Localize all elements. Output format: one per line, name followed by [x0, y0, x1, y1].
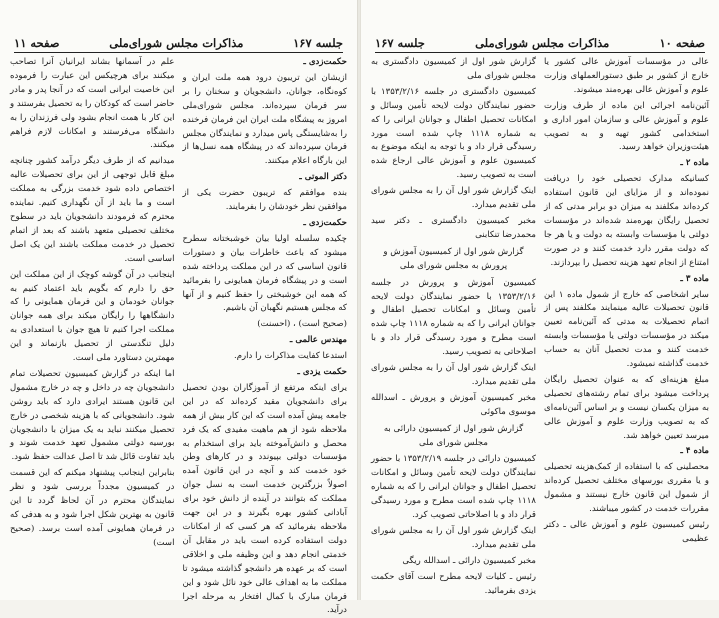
speaker-name: ماده ۴ ـ [680, 446, 709, 457]
speaker-name: حکمت یزدی ـ [297, 367, 347, 378]
column-left [371, 56, 536, 594]
page-number: صفحه ۱۰ [659, 36, 705, 50]
paragraph: استدعا کفایت مذاکرات را دارم. [233, 351, 347, 362]
paragraph: اما اینکه در گزارش کمیسیون تحصیلات تمام دانشجویان چه در داخل و چه در خارج مشمول این قانون هستند ایرادی دارد که باید روشن شود. دانشجویانی که با هزینه شخصی در خارج تحصیل میکنند نباید به یک میزان با دانشجویان بورسیه دولتی مشمول تعهد خدمت شوند و باید تفاوت قائل شد تا اصل عدالت حفظ شود. [10, 368, 175, 463]
paragraph: گزارش شور اول از کمیسیون دادگستری به مجلس شورای ملی [371, 57, 536, 81]
paragraph: کمیسیون دادگستری در جلسه ۱۳۵۳/۲/۱۶ با حضور نمایندگان دولت لایحه تأمین وسائل و امکانات تحصیل اطفال و جوانان ایرانی را که به شماره ۱۱۱۸ چاپ شده است مورد رسیدگی قرار داد و با توجه به اینکه موضوع به کمیسیون علوم و آموزش عالی ارجاع شده است به تصویب رسید. [371, 86, 536, 181]
left-page [0, 0, 358, 616]
text-columns [371, 56, 709, 594]
paragraph: ازیشان این تریبون درود همه ملت ایران و کوه‌نگاه، جوانان، دانشجویان و سخنان را بر سر فرمان سپرده‌اند. مجلس شورای‌ملی امروز به پیشگاه ملت ایران این فرمان فرخنده را به‌شایستگی پاس میدارد و نمایندگان مجلس فرمان سپرده‌اند که در پیشگاه همه نسل‌ها از این بارگاه اعلام میکنند. [182, 72, 347, 167]
paragraph: کمیسیون آموزش و پرورش در جلسه ۱۳۵۳/۲/۱۶ با حضور نمایندگان دولت لایحه تأمین وسائل و امکانات تحصیل اطفال و جوانان ایرانی را که به شماره ۱۱۱۸ چاپ شده است مطرح و مورد رسیدگی قرار داد و با اصلاحاتی به تصویب رسید. [371, 277, 536, 358]
header-title: مذاکرات مجلس شورای‌ملی [109, 36, 244, 50]
column-right [544, 56, 709, 594]
page-header [375, 30, 705, 53]
paragraph: میدانیم که از طرف دیگر درآمد کشور چنانچه مبلغ قابل توجهی از این برای تحصیلات عالیه اختصاص داده شود خدمت بزرگی به مملکت است و ما باید از آن نگهداری کنیم. نماینده محترم که فرمودند دانشجویان باید در سطوح مختلف تحصیلی متعهد باشند که بعد از اتمام تحصیل در خدمت مملکت باشند این یک اصل اساسی است. [10, 156, 175, 264]
paragraph: کمیسیون دارائی در جلسه ۱۳۵۳/۲/۱۹ با حضور نمایندگان دولت لایحه تأمین وسائل و امکانات تحصیل اطفال و جوانان ایرانی را که به شماره ۱۱۱۸ چاپ شده است مطرح و مورد رسیدگی قرار داد و با اصلاحاتی تصویب کرد. [371, 454, 536, 521]
paragraph: اینک گزارش شور اول آن را به مجلس شورای ملی تقدیم میدارد. [371, 363, 536, 387]
session-number: جلسه ۱۶۷ [293, 36, 343, 50]
paragraph: کسانیکه مدارک تحصیلی خود را دریافت نموده‌اند و از مزایای این قانون استفاده کرده‌اند مکلفند به میزان دو برابر مدتی که از تحصیل رایگان بهره‌مند شده‌اند در مؤسسات دولتی یا مؤسسات وابسته به دولت و یا هر جا که دولت مقرر دارد خدمت کنند و در صورت امتناع از انجام تعهد هزینه تحصیل را بپردازند. [544, 174, 709, 268]
paragraph: اینک گزارش شور اول آن را به مجلس شورای ملی تقدیم میدارد. [371, 526, 536, 550]
paragraph: مخبر کمیسیون دادگستری ـ دکتر سید محمدرضا تنکابنی [371, 215, 536, 240]
page-header [14, 30, 343, 53]
paragraph: بنده موافقم که تریبون حضرت یکی از موافقین نظر خودشان را بفرمایند. [182, 188, 347, 213]
column-left [10, 56, 175, 594]
paragraph: یرای اینکه مرتفع از آموزگاران بودن تحصیل برای دانشجویان مقید کرده‌اند که در این جامعه پیش آمده است که این کار بیش از همه ملاحظه شود از هم ماهیت مفیدی که یک فرد محصل و دانش‌آموخته باید برای استخدام به مؤسسات دولتی بپیوندد و در کارهای وطن خود خدمت کند و آنچه در این قانون آمده اصولاً بزرگترین خدمت است به نسل جوان مملکت که بتوانند در آینده از دانش خود برای آبادانی کشور بهره بگیرند و در این جهت ملاحظه بفرمائید که هر کسی که از امکانات دولت استفاده کرده است باید در مقابل آن خدمتی انجام دهد و این وظیفه ملی و اخلاقی است که بر عهده هر دانشجو گذاشته میشود تا مملکت ما به اهداف عالی خود نائل شود و این فرمان مبارک با کمال افتخار به مرحله اجرا درآید. [182, 382, 347, 616]
speaker-name: حکمت‌زدی ـ [303, 217, 347, 228]
speaker-name: ماده ۲ ـ [680, 158, 709, 169]
paragraph: اینجانب در آن گوشه کوچک از این مملکت این حق را دارم که بگویم باید اعتماد کنیم به جوانان خودمان و این فرمان همایونی را که دانشگاهها را رایگان میکند برای همه جوانان مملکت اجرا کنیم تا هیچ جوان با استعدادی به دلیل تنگدستی از تحصیل بازنماند و این مهمترین دستاورد ملی است. [10, 269, 175, 364]
paragraph: مخبر کمیسیون دارائی ـ اسدالله ریگی [402, 555, 536, 566]
speaker-name: ماده ۳ ـ [680, 273, 709, 284]
paragraph: چکیده سلسله اولیا بیان خوشبختانه سطرح میشود که باعث خاطرات بیان و دستورات قانون اساسی که در این مملکت پرداخته شده است و در پیشگاه فرمان همایونی را بفرمائید که همه این خوشبختی را حفظ کنیم و از آنها که مجلس هستیم نگهبان آن باشیم. [182, 233, 347, 314]
paragraph: آئین‌نامه اجرائی این ماده از طرف وزارت علوم و آموزش عالی و سازمان امور اداری و استخدامی کشور تهیه و به تصویب هیئت‌وزیران خواهد رسید. [544, 100, 709, 153]
paragraph: مبلغ هزینه‌ای که به عنوان تحصیل رایگان پرداخت میشود برای تمام رشته‌های تحصیلی به میزان یکسان نیست و بر اساس آئین‌نامه‌ای که به تصویب وزارت علوم و آموزش عالی میرسد تعیین خواهد شد. [544, 374, 709, 441]
paragraph: مخبر کمیسیون آموزش و پرورش ـ اسدالله موسوی ماکوئی [371, 392, 536, 417]
paragraph: اینک گزارش شور اول آن را به مجلس شورای ملی تقدیم میدارد. [371, 186, 536, 211]
paragraph: سایر اشخاصی که خارج از شمول ماده ۱ این قانون تحصیلات عالیه مینمایند مکلفند پس از اتمام تحصیلات به مدتی که آئین‌نامه تعیین میکند در مؤسسات دولتی یا مؤسسات وابسته خدمت کنند و مدت تحصیل آنان به حساب خدمت گذاشته نمیشود. [544, 289, 709, 370]
column-right [182, 56, 348, 616]
page-number: صفحه ۱۱ [14, 36, 60, 50]
paragraph: رئیس کمیسیون علوم و آموزش عالی ـ دکتر عظیمی [544, 520, 709, 544]
paragraph: (صحیح است) ، (احسنت) [257, 319, 347, 330]
paragraph: علم در آسمانها بشاند ایرانیان آنرا تصاحب میکنند برای هرچیکس این عبارت را فرموده این خاصیت ایرانی است که در آنجا پدر و مادر حاضر است که کودکان را به تحصیل بفرستند و این کار با همت انجام بشود ولی فرزندان را به دانشگاه می‌فرستند و امکانات لازم فراهم میکنند. [10, 57, 175, 151]
paragraph: رئیس ـ کلیات لایحه مطرح است آقای حکمت یزدی بفرمائید. [371, 571, 536, 596]
speaker-name: مهندس عالمی ـ [289, 335, 347, 346]
paragraph: محصلینی که با استفاده از کمک‌هزینه تحصیلی و یا مقرری بورسهای مختلف تحصیل کرده‌اند از شمول این قانون خارج نیستند و مشمول مقررات خدمت در کشور میباشند. [544, 462, 709, 515]
right-page [360, 0, 719, 600]
speaker-name: دکتر الموتی ـ [299, 172, 347, 183]
paragraph: عالی در مؤسسات آموزش عالی کشور یا خارج از کشور بر طبق دستورالعملهای وزارت علوم و آموزش عالی بهره‌مند میشوند. [544, 57, 709, 95]
text-columns [10, 56, 347, 616]
paragraph: بنابراین اینجانب پیشنهاد میکنم که این قسمت در کمیسیون مجدداً بررسی شود و نظر نمایندگان محترم در آن لحاظ گردد تا این قانون به بهترین شکل اجرا شود و به هدفی که در فرمان همایونی آمده است برسد. (صحیح است) [10, 468, 175, 548]
section-heading: گزارش شور اول از کمیسیون دارائی به مجلس شورای ملی [383, 423, 524, 448]
header-title: مذاکرات مجلس شورای‌ملی [475, 36, 610, 50]
section-heading: گزارش شور اول از کمیسیون آموزش و پرورش به مجلس شورای ملی [383, 246, 524, 271]
session-number: جلسه ۱۶۷ [375, 36, 425, 50]
speaker-name: حکمت‌زدی ـ [303, 57, 347, 67]
